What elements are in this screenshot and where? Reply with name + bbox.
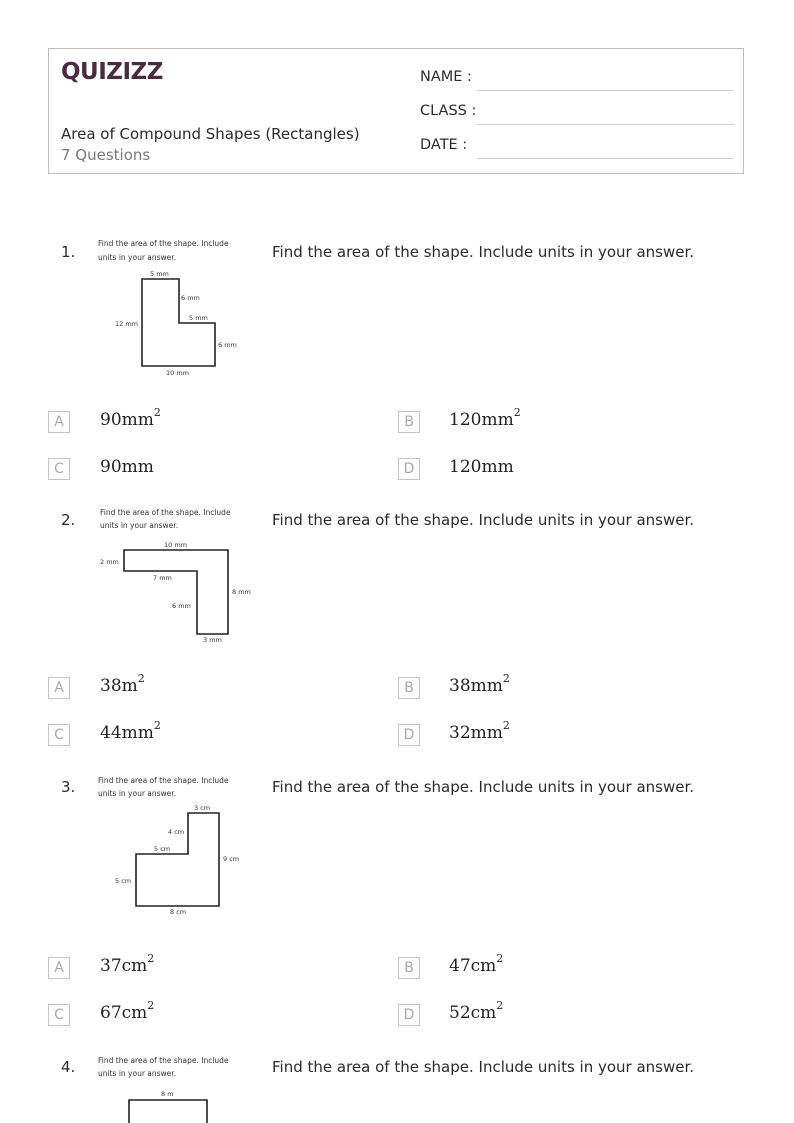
question-figure [96,773,256,921]
question-figure [96,238,256,380]
compound-shape-diagram [96,773,256,921]
question-count: 7 Questions [61,146,151,164]
shape-outline [129,1100,207,1123]
dimension-label: 9 cm [223,855,240,863]
dimension-label: 2 mm [100,558,119,566]
figure-caption: Find the area of the shape. Include [98,776,229,785]
dimension-label: 5 cm [115,877,132,885]
option-c-marker[interactable]: C [48,724,70,746]
dimension-label: 6 mm [218,341,237,349]
option-b-answer[interactable]: $120mm^2$ [449,406,521,430]
option-a-marker[interactable]: A [48,957,70,979]
question-figure [96,506,256,648]
dimension-label: 8 mm [232,588,251,596]
name-field[interactable] [420,67,734,91]
question-text: Find the area of the shape. Include units in your answer. [272,1058,695,1076]
option-a-marker[interactable]: A [48,411,70,433]
dimension-label: 3 cm [194,804,211,812]
compound-shape-diagram [96,506,256,648]
figure-caption: units in your answer. [100,521,179,530]
question-number: 3. [61,778,76,796]
option-b-answer[interactable]: $47cm^2$ [449,952,504,976]
option-c-marker[interactable]: C [48,1004,70,1026]
shape-outline [124,550,228,634]
option-a-marker[interactable]: A [48,677,70,699]
option-b-answer[interactable]: $38mm^2$ [449,672,510,696]
option-b-marker[interactable]: B [398,957,420,979]
dimension-label: 12 mm [115,320,139,328]
dimension-label: 6 mm [172,602,191,610]
question-number: 4. [61,1058,76,1076]
worksheet-title: Area of Compound Shapes (Rectangles) [61,125,360,143]
dimension-label: 8 m [161,1090,174,1098]
question-figure [96,1053,256,1123]
question-text: Find the area of the shape. Include units in your answer. [272,243,695,261]
option-a-answer[interactable]: $38m^2$ [100,672,145,696]
option-c-answer[interactable]: 90mm [100,457,154,477]
dimension-label: 5 mm [150,270,169,278]
class-field[interactable] [420,101,734,125]
date-label: DATE : [420,137,468,153]
compound-shape-diagram [96,238,256,380]
question-text: Find the area of the shape. Include units in your answer. [272,778,695,796]
question-number: 1. [61,243,76,261]
dimension-label: 6 mm [181,294,200,302]
option-a-answer[interactable]: $37cm^2$ [100,952,155,976]
shape-outline [136,813,219,906]
option-d-answer[interactable]: $52cm^2$ [449,999,504,1023]
option-d-answer[interactable]: 120mm [449,457,514,477]
class-line[interactable] [477,124,734,125]
dimension-label: 5 mm [189,314,208,322]
figure-caption: units in your answer. [98,253,177,262]
dimension-label: 7 mm [153,574,172,582]
dimension-label: 5 cm [154,845,171,853]
figure-caption: Find the area of the shape. Include [98,239,229,248]
option-a-answer[interactable]: $90mm^2$ [100,406,161,430]
option-d-marker[interactable]: D [398,724,420,746]
date-field[interactable] [420,135,734,159]
class-label: CLASS : [420,103,477,119]
dimension-label: 4 cm [168,828,185,836]
name-line[interactable] [477,90,734,91]
dimension-label: 3 mm [203,636,222,644]
option-c-answer[interactable]: $44mm^2$ [100,719,161,743]
option-b-marker[interactable]: B [398,411,420,433]
option-d-marker[interactable]: D [398,1004,420,1026]
question-number: 2. [61,511,76,529]
quizizz-logo: QUIZIZZ [61,59,163,85]
option-d-answer[interactable]: $32mm^2$ [449,719,510,743]
option-b-marker[interactable]: B [398,677,420,699]
dimension-label: 10 mm [166,369,190,377]
figure-caption: units in your answer. [98,1069,177,1078]
figure-caption: Find the area of the shape. Include [100,508,231,517]
question-text: Find the area of the shape. Include units in your answer. [272,511,695,529]
worksheet-header [48,48,744,174]
figure-caption: Find the area of the shape. Include [98,1056,229,1065]
shape-outline [142,279,215,366]
option-c-answer[interactable]: $67cm^2$ [100,999,155,1023]
dimension-label: 10 mm [164,541,188,549]
date-line[interactable] [477,158,734,159]
dimension-label: 8 cm [170,908,187,916]
compound-shape-diagram [96,1053,256,1123]
figure-caption: units in your answer. [98,789,177,798]
name-label: NAME : [420,69,472,85]
option-d-marker[interactable]: D [398,458,420,480]
option-c-marker[interactable]: C [48,458,70,480]
